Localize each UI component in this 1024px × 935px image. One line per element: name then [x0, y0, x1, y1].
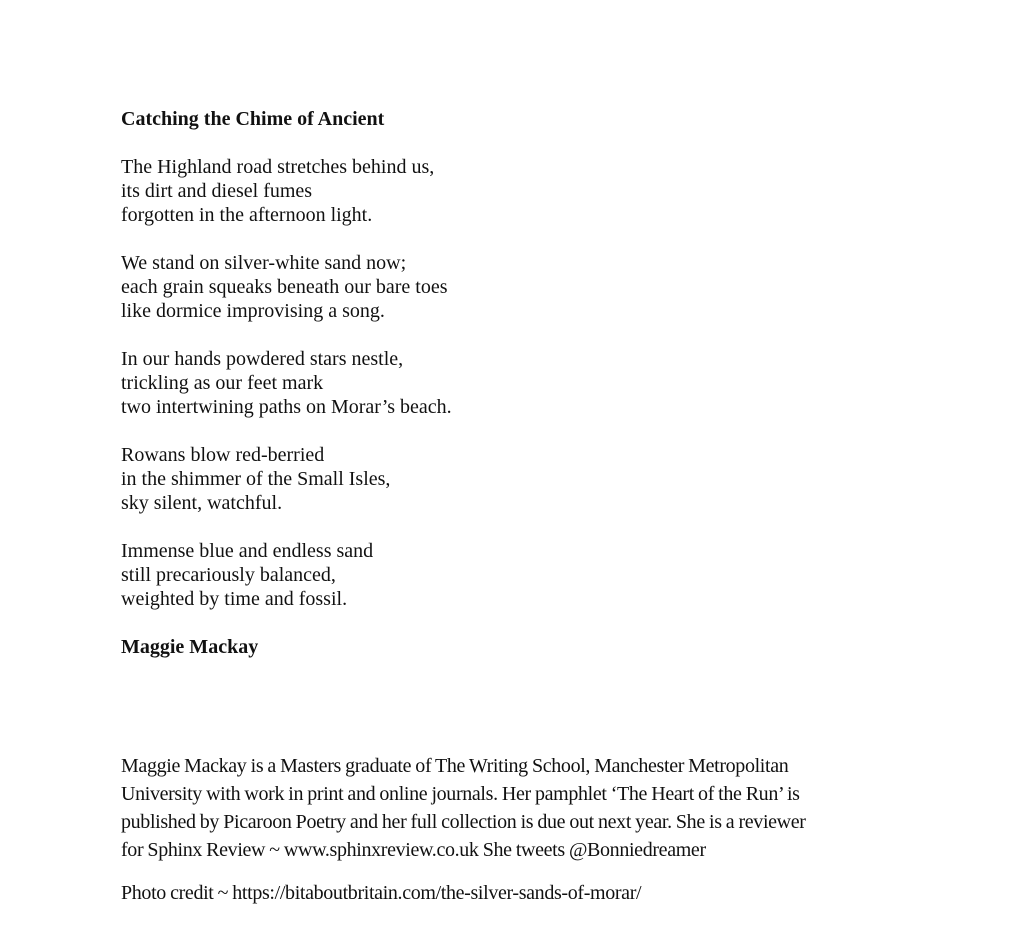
poem-line: two intertwining paths on Morar’s beach. [121, 396, 452, 418]
poem-line: sky silent, watchful. [121, 492, 283, 514]
poem-line: each grain squeaks beneath our bare toes [121, 276, 448, 298]
stanza-4 [121, 443, 921, 515]
poem-page [121, 107, 921, 659]
poem-line: in the shimmer of the Small Isles, [121, 468, 391, 490]
bio-line: published by Picaroon Poetry and her full collection is due out next year. She is a reviewer [121, 811, 806, 833]
poem-line: forgotten in the afternoon light. [121, 204, 373, 226]
poem-author: Maggie Mackay [121, 636, 259, 658]
poem-line: The Highland road stretches behind us, [121, 156, 435, 178]
poem-line: In our hands powdered stars nestle, [121, 348, 404, 370]
poem-line: its dirt and diesel fumes [121, 180, 313, 202]
author-bio [121, 752, 911, 864]
poem-line: Immense blue and endless sand [121, 540, 374, 562]
poem-line: still precariously balanced, [121, 564, 336, 586]
poem-line: We stand on silver-white sand now; [121, 252, 407, 274]
stanza-1 [121, 155, 921, 227]
photo-credit: Photo credit ~ https://bitaboutbritain.com/the-silver-sands-of-morar/ [121, 882, 642, 904]
bio-line: Maggie Mackay is a Masters graduate of The Writing School, Manchester Metropolitan [121, 755, 789, 777]
poem-line: Rowans blow red-berried [121, 444, 325, 466]
poem-title: Catching the Chime of Ancient [121, 108, 385, 130]
bio-line: University with work in print and online journals. Her pamphlet ‘The Heart of the Run’ is [121, 783, 800, 805]
bio-line: for Sphinx Review ~ www.sphinxreview.co.uk She tweets @Bonniedreamer [121, 839, 706, 861]
poem-line: trickling as our feet mark [121, 372, 324, 394]
poem-line: weighted by time and fossil. [121, 588, 348, 610]
stanza-3 [121, 347, 921, 419]
stanza-2 [121, 251, 921, 323]
stanza-5 [121, 539, 921, 611]
poem-line: like dormice improvising a song. [121, 300, 385, 322]
